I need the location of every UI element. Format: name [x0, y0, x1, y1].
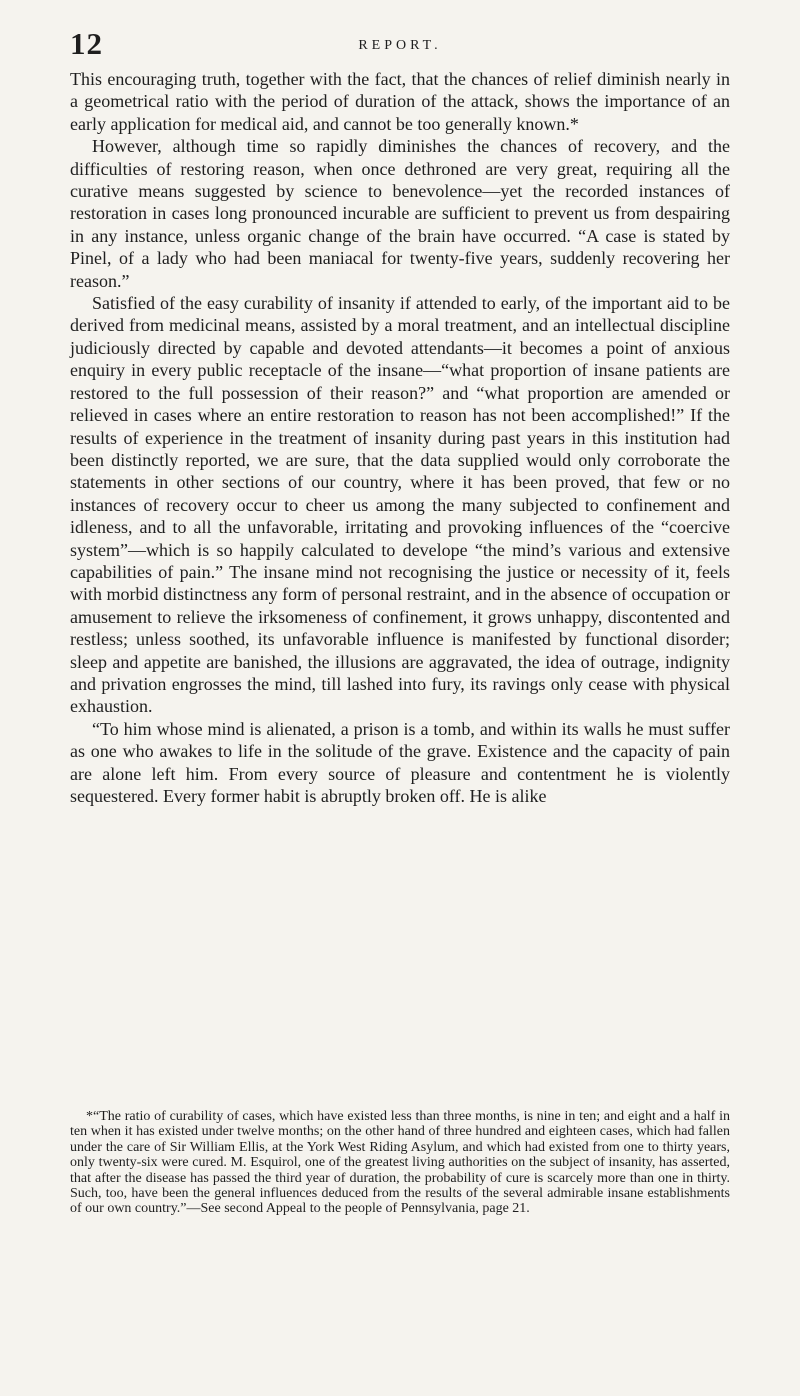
paragraph: Satisfied of the easy curability of insanity if attended to early, of the important aid to be derived from medicinal means, assisted by a moral treatment, and an intellectual discipline judiciously directed by capable and devoted attendants—it becomes a point of anxious enquiry in every public receptacle of the insane—“what proportion of insane patients are restored to the full possession of their reason?” and “what proportion are amended or relieved in cases where an entire restoration to reason has not been accomplished!” If the results of experience in the treatment of insanity during past years in this institution had been distinctly reported, we are sure, that the data supplied would only corroborate the statements in other sections of our country, where it has been proved, that few or no instances of recovery occur to cheer us among the many subjected to confinement and idleness, and to all the unfavorable, irritating and provoking influences of the “coercive system”—which is so happily calculated to develope “the mind’s various and extensive capabilities of pain.” The insane mind not recognising the justice or necessity of it, feels with morbid distinctness any form of personal restraint, and in the absence of occupation or amusement to relieve the irksomeness of confinement, it grows unhappy, discontented and restless; unless soothed, its unfavorable influence is manifested by functional disorder; sleep and appetite are banished, the illusions are aggravated, the idea of outrage, indignity and privation engrosses the mind, till lashed into fury, its ravings only cease with physical exhaustion.	[70, 293, 730, 717]
body-text	[70, 68, 730, 807]
page-header	[70, 26, 730, 60]
footnote-text: *“The ratio of curability of cases, which have existed less than three months, is nine in ten; and eight and a half in ten when it has existed under twelve months; on the other hand of three hundred and eighteen cases, which had fallen under the care of Sir William Ellis, at the York West Riding Asylum, and which had existed from one to thirty years, only twenty-six were cured. M. Esquirol, one of the greatest living authorities on the subject of insanity, has asserted, that after the disease has passed the third year of duration, the probability of cure is scarcely more than one in thirty. Such, too, have been the general influences deduced from the results of the several admirable insane establishments of our own country.”—See second Appeal to the people of Pennsylvania, page 21.	[70, 1109, 730, 1217]
footnote	[70, 1109, 730, 1217]
paragraph: “To him whose mind is alienated, a prison is a tomb, and within its walls he must suffer as one who awakes to life in the solitude of the grave. Existence and the capacity of pain are alone left him. From every source of pleasure and contentment he is violently sequestered. Every former habit is abruptly broken off. He is alike	[70, 718, 730, 806]
paragraph: This encouraging truth, together with the fact, that the chances of relief diminish nearly in a geometrical ratio with the period of duration of the attack, shows the importance of an early application for medical aid, and cannot be too generally known.*	[70, 69, 730, 134]
paragraph: However, although time so rapidly diminishes the chances of recovery, and the difficulties of restoring reason, when once dethroned are very great, requiring all the curative means suggested by science to benevolence—yet the recorded instances of restoration in cases long pronounced incurable are sufficient to prevent us from despairing in any instance, unless organic change of the brain have occurred. “A case is stated by Pinel, of a lady who had been maniacal for twenty-five years, suddenly recovering her reason.”	[70, 136, 730, 291]
page-number: 12	[70, 26, 103, 61]
running-head: REPORT.	[358, 38, 442, 53]
